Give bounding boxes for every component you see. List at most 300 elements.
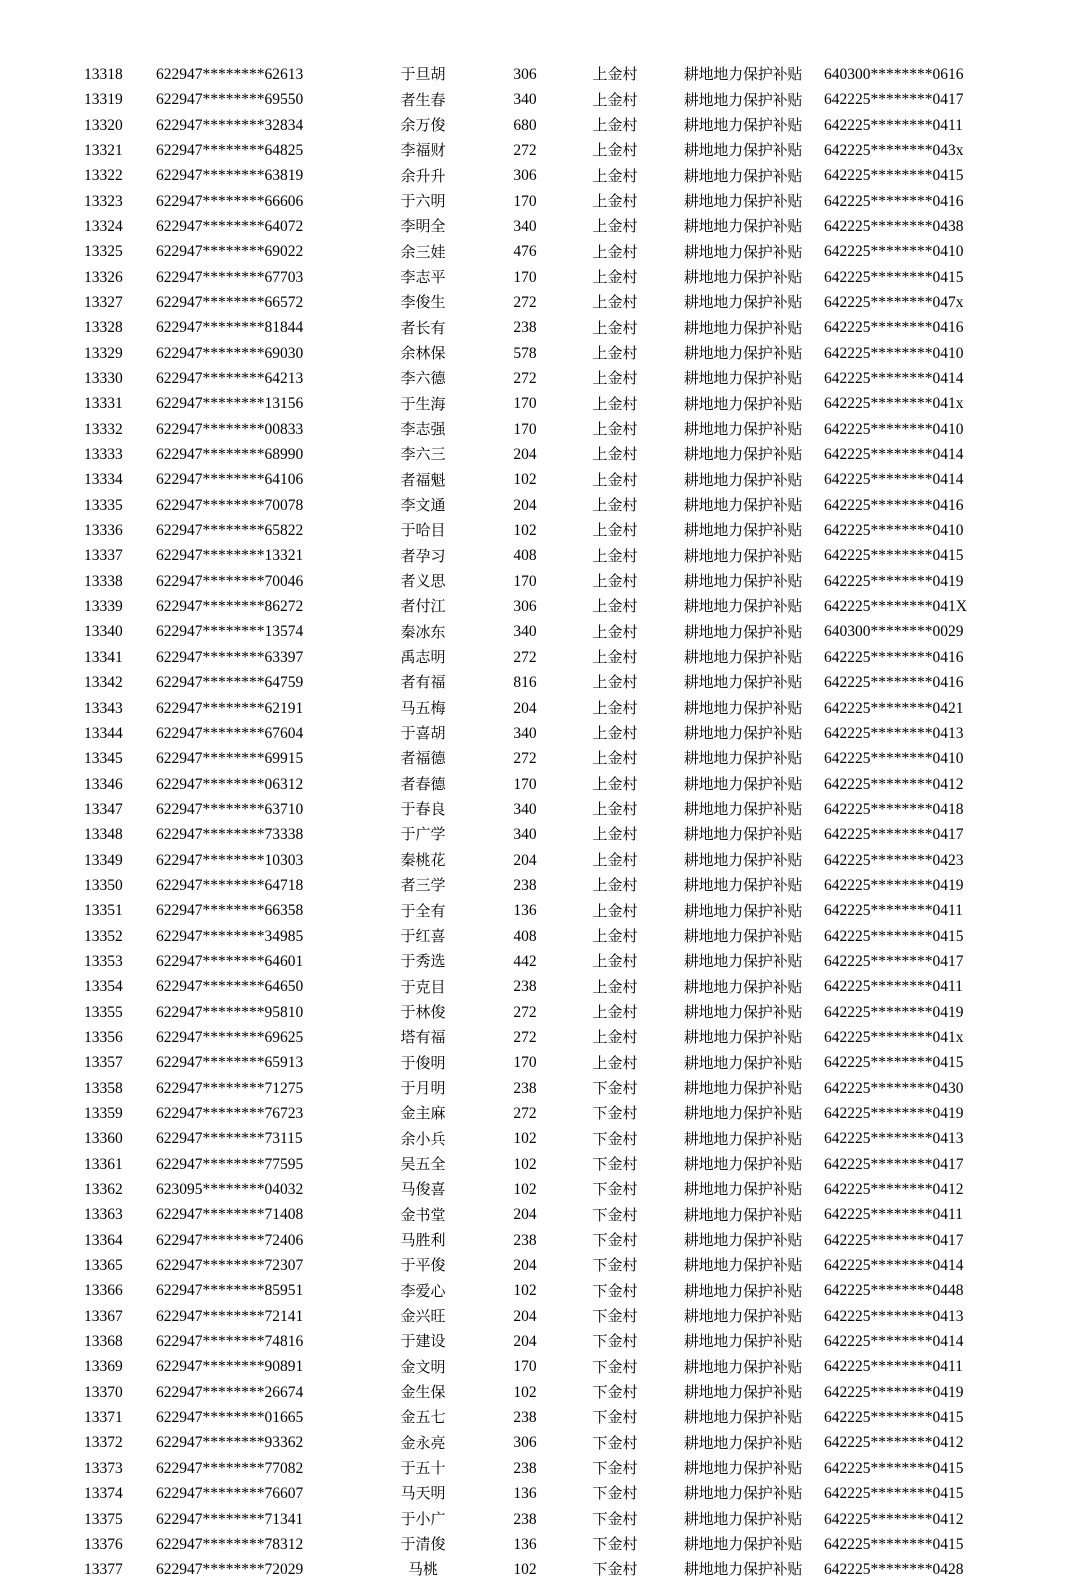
table-row xyxy=(84,1405,1004,1430)
cell-village: 下金村 xyxy=(592,1433,638,1452)
cell-id-number: 622947********13321 xyxy=(156,547,304,565)
cell-name: 李文通 xyxy=(400,496,446,515)
cell-subsidy-type: 耕地地力保护补贴 xyxy=(683,445,803,464)
table-row xyxy=(84,1228,1004,1253)
cell-village: 上金村 xyxy=(592,267,638,286)
table-row xyxy=(84,1000,1004,1025)
cell-name: 于俊明 xyxy=(400,1053,446,1072)
cell-sequence: 13323 xyxy=(84,192,123,210)
table-row xyxy=(84,341,1004,366)
cell-village: 上金村 xyxy=(592,318,638,337)
cell-id-number: 622947********74816 xyxy=(156,1333,304,1351)
cell-sequence: 13356 xyxy=(84,1028,123,1046)
cell-bank-card: 642225********0414 xyxy=(824,370,964,388)
cell-id-number: 622947********64759 xyxy=(156,674,304,692)
cell-village: 上金村 xyxy=(592,901,638,920)
cell-village: 上金村 xyxy=(592,394,638,413)
cell-subsidy-type: 耕地地力保护补贴 xyxy=(683,115,803,134)
cell-bank-card: 642225********0414 xyxy=(824,471,964,489)
cell-bank-card: 642225********043x xyxy=(824,141,964,159)
cell-bank-card: 642225********0410 xyxy=(824,522,964,540)
cell-id-number: 622947********65822 xyxy=(156,522,304,540)
cell-name: 者三学 xyxy=(400,876,446,895)
cell-name: 李志平 xyxy=(400,267,446,286)
cell-subsidy-type: 耕地地力保护补贴 xyxy=(683,724,803,743)
cell-name: 于红喜 xyxy=(400,926,446,945)
table-row xyxy=(84,620,1004,645)
table-row xyxy=(84,1025,1004,1050)
cell-name: 金永亮 xyxy=(400,1433,446,1452)
cell-bank-card: 642225********0411 xyxy=(824,116,963,134)
cell-amount: 102 xyxy=(513,522,537,540)
cell-bank-card: 642225********0416 xyxy=(824,496,964,514)
cell-bank-card: 642225********0415 xyxy=(824,1459,964,1477)
cell-sequence: 13355 xyxy=(84,1003,123,1021)
cell-name: 马五梅 xyxy=(400,698,446,717)
cell-id-number: 622947********72029 xyxy=(156,1561,304,1579)
cell-name: 者义思 xyxy=(400,572,446,591)
cell-amount: 408 xyxy=(513,927,537,945)
table-row xyxy=(84,1253,1004,1278)
table-row xyxy=(84,1101,1004,1126)
cell-sequence: 13369 xyxy=(84,1358,123,1376)
cell-subsidy-type: 耕地地力保护补贴 xyxy=(683,90,803,109)
cell-name: 者福魁 xyxy=(400,470,446,489)
table-row xyxy=(84,721,1004,746)
cell-name: 于月明 xyxy=(400,1078,446,1097)
cell-subsidy-type: 耕地地力保护补贴 xyxy=(683,1205,803,1224)
table-row xyxy=(84,518,1004,543)
cell-amount: 306 xyxy=(513,167,537,185)
table-row xyxy=(84,1126,1004,1151)
cell-amount: 340 xyxy=(513,217,537,235)
cell-subsidy-type: 耕地地力保护补贴 xyxy=(683,521,803,540)
cell-bank-card: 642225********0415 xyxy=(824,1485,964,1503)
cell-amount: 102 xyxy=(513,1282,537,1300)
table-row xyxy=(84,670,1004,695)
cell-amount: 340 xyxy=(513,91,537,109)
table-body xyxy=(84,62,1004,1583)
cell-amount: 102 xyxy=(513,471,537,489)
cell-name: 于克目 xyxy=(400,977,446,996)
cell-id-number: 622947********13574 xyxy=(156,623,304,641)
cell-id-number: 622947********76607 xyxy=(156,1485,304,1503)
cell-amount: 170 xyxy=(513,420,537,438)
cell-bank-card: 642225********0412 xyxy=(824,1510,964,1528)
cell-id-number: 622947********72141 xyxy=(156,1307,304,1325)
table-row xyxy=(84,1355,1004,1380)
cell-village: 下金村 xyxy=(592,1332,638,1351)
cell-name: 马胜利 xyxy=(400,1230,446,1249)
cell-id-number: 622947********66606 xyxy=(156,192,304,210)
cell-id-number: 623095********04032 xyxy=(156,1181,304,1199)
cell-amount: 102 xyxy=(513,1383,537,1401)
cell-village: 上金村 xyxy=(592,1002,638,1021)
cell-village: 上金村 xyxy=(592,166,638,185)
cell-subsidy-type: 耕地地力保护补贴 xyxy=(683,572,803,591)
cell-subsidy-type: 耕地地力保护补贴 xyxy=(683,293,803,312)
cell-village: 上金村 xyxy=(592,952,638,971)
cell-sequence: 13346 xyxy=(84,775,123,793)
table-row xyxy=(84,1329,1004,1354)
cell-amount: 238 xyxy=(513,319,537,337)
cell-subsidy-type: 耕地地力保护补贴 xyxy=(683,698,803,717)
cell-sequence: 13319 xyxy=(84,91,123,109)
cell-subsidy-type: 耕地地力保护补贴 xyxy=(683,1256,803,1275)
cell-sequence: 13350 xyxy=(84,876,123,894)
cell-name: 金书堂 xyxy=(400,1205,446,1224)
cell-sequence: 13338 xyxy=(84,572,123,590)
cell-village: 下金村 xyxy=(592,1104,638,1123)
cell-subsidy-type: 耕地地力保护补贴 xyxy=(683,622,803,641)
cell-subsidy-type: 耕地地力保护补贴 xyxy=(683,267,803,286)
cell-name: 金五七 xyxy=(400,1408,446,1427)
cell-subsidy-type: 耕地地力保护补贴 xyxy=(683,850,803,869)
table-row xyxy=(84,746,1004,771)
cell-subsidy-type: 耕地地力保护补贴 xyxy=(683,470,803,489)
cell-bank-card: 642225********0448 xyxy=(824,1282,964,1300)
cell-subsidy-type: 耕地地力保护补贴 xyxy=(683,1560,803,1579)
cell-bank-card: 642225********0419 xyxy=(824,572,964,590)
cell-id-number: 622947********71341 xyxy=(156,1510,304,1528)
cell-name: 者孕习 xyxy=(400,546,446,565)
cell-id-number: 622947********32834 xyxy=(156,116,304,134)
cell-amount: 340 xyxy=(513,623,537,641)
cell-sequence: 13337 xyxy=(84,547,123,565)
cell-sequence: 13353 xyxy=(84,952,123,970)
cell-village: 下金村 xyxy=(592,1484,638,1503)
cell-amount: 578 xyxy=(513,344,537,362)
cell-sequence: 13321 xyxy=(84,141,123,159)
cell-sequence: 13361 xyxy=(84,1155,123,1173)
table-row xyxy=(84,1431,1004,1456)
cell-bank-card: 642225********0413 xyxy=(824,724,964,742)
cell-sequence: 13373 xyxy=(84,1459,123,1477)
cell-name: 者有福 xyxy=(400,673,446,692)
cell-bank-card: 642225********0411 xyxy=(824,1358,963,1376)
cell-sequence: 13334 xyxy=(84,471,123,489)
cell-bank-card: 642225********0416 xyxy=(824,319,964,337)
cell-village: 下金村 xyxy=(592,1180,638,1199)
cell-village: 下金村 xyxy=(592,1535,638,1554)
cell-amount: 238 xyxy=(513,1409,537,1427)
cell-bank-card: 642225********0416 xyxy=(824,648,964,666)
cell-subsidy-type: 耕地地力保护补贴 xyxy=(683,419,803,438)
cell-subsidy-type: 耕地地力保护补贴 xyxy=(683,546,803,565)
cell-bank-card: 642225********0414 xyxy=(824,1333,964,1351)
table-row xyxy=(84,1456,1004,1481)
cell-name: 秦冰东 xyxy=(400,622,446,641)
table-row xyxy=(84,1076,1004,1101)
table-row xyxy=(84,544,1004,569)
cell-name: 马桃 xyxy=(407,1560,438,1579)
cell-village: 上金村 xyxy=(592,774,638,793)
cell-sequence: 13345 xyxy=(84,750,123,768)
cell-bank-card: 642225********0410 xyxy=(824,344,964,362)
cell-subsidy-type: 耕地地力保护补贴 xyxy=(683,1459,803,1478)
cell-sequence: 13357 xyxy=(84,1054,123,1072)
cell-id-number: 622947********63397 xyxy=(156,648,304,666)
cell-name: 金文明 xyxy=(400,1357,446,1376)
cell-id-number: 622947********64601 xyxy=(156,952,304,970)
cell-village: 上金村 xyxy=(592,191,638,210)
cell-bank-card: 642225********0423 xyxy=(824,851,964,869)
cell-name: 金兴旺 xyxy=(400,1307,446,1326)
cell-name: 李俊生 xyxy=(400,293,446,312)
cell-amount: 238 xyxy=(513,1231,537,1249)
cell-id-number: 622947********69625 xyxy=(156,1028,304,1046)
cell-subsidy-type: 耕地地力保护补贴 xyxy=(683,673,803,692)
cell-name: 李六三 xyxy=(400,445,446,464)
table-row xyxy=(84,163,1004,188)
cell-id-number: 622947********76723 xyxy=(156,1105,304,1123)
cell-village: 上金村 xyxy=(592,217,638,236)
table-row xyxy=(84,239,1004,264)
cell-sequence: 13330 xyxy=(84,370,123,388)
table-row xyxy=(84,696,1004,721)
cell-sequence: 13344 xyxy=(84,724,123,742)
cell-village: 上金村 xyxy=(592,572,638,591)
cell-subsidy-type: 耕地地力保护补贴 xyxy=(683,774,803,793)
table-row xyxy=(84,315,1004,340)
cell-village: 下金村 xyxy=(592,1357,638,1376)
cell-id-number: 622947********86272 xyxy=(156,598,304,616)
cell-bank-card: 642225********041x xyxy=(824,395,964,413)
cell-bank-card: 642225********0414 xyxy=(824,446,964,464)
cell-amount: 238 xyxy=(513,1459,537,1477)
cell-amount: 238 xyxy=(513,978,537,996)
cell-bank-card: 642225********0428 xyxy=(824,1561,964,1579)
cell-amount: 272 xyxy=(513,370,537,388)
cell-village: 上金村 xyxy=(592,90,638,109)
cell-sequence: 13331 xyxy=(84,395,123,413)
cell-id-number: 622947********73115 xyxy=(156,1130,303,1148)
cell-village: 下金村 xyxy=(592,1078,638,1097)
cell-id-number: 622947********06312 xyxy=(156,775,304,793)
cell-village: 下金村 xyxy=(592,1256,638,1275)
cell-sequence: 13349 xyxy=(84,851,123,869)
table-row xyxy=(84,1481,1004,1506)
cell-amount: 170 xyxy=(513,1054,537,1072)
cell-village: 上金村 xyxy=(592,673,638,692)
cell-amount: 306 xyxy=(513,65,537,83)
table-row xyxy=(84,594,1004,619)
cell-subsidy-type: 耕地地力保护补贴 xyxy=(683,1053,803,1072)
cell-bank-card: 642225********0411 xyxy=(824,902,963,920)
cell-id-number: 622947********13156 xyxy=(156,395,304,413)
cell-id-number: 622947********78312 xyxy=(156,1535,304,1553)
cell-sequence: 13352 xyxy=(84,927,123,945)
cell-amount: 816 xyxy=(513,674,537,692)
cell-village: 下金村 xyxy=(592,1281,638,1300)
cell-amount: 238 xyxy=(513,876,537,894)
cell-bank-card: 642225********0412 xyxy=(824,775,964,793)
table-row xyxy=(84,772,1004,797)
cell-village: 下金村 xyxy=(592,1408,638,1427)
cell-amount: 170 xyxy=(513,775,537,793)
cell-amount: 204 xyxy=(513,699,537,717)
cell-subsidy-type: 耕地地力保护补贴 xyxy=(683,749,803,768)
cell-id-number: 622947********81844 xyxy=(156,319,304,337)
cell-village: 上金村 xyxy=(592,470,638,489)
cell-bank-card: 642225********041X xyxy=(824,598,967,616)
cell-id-number: 622947********62613 xyxy=(156,65,304,83)
cell-sequence: 13340 xyxy=(84,623,123,641)
cell-village: 上金村 xyxy=(592,622,638,641)
cell-name: 于清俊 xyxy=(400,1535,446,1554)
cell-name: 于平俊 xyxy=(400,1256,446,1275)
cell-amount: 204 xyxy=(513,851,537,869)
cell-sequence: 13324 xyxy=(84,217,123,235)
cell-amount: 136 xyxy=(513,1535,537,1553)
cell-village: 下金村 xyxy=(592,1459,638,1478)
cell-subsidy-type: 耕地地力保护补贴 xyxy=(683,901,803,920)
cell-bank-card: 642225********0411 xyxy=(824,978,963,996)
cell-id-number: 622947********65913 xyxy=(156,1054,304,1072)
cell-bank-card: 642225********0415 xyxy=(824,547,964,565)
table-row xyxy=(84,848,1004,873)
cell-sequence: 13364 xyxy=(84,1231,123,1249)
cell-bank-card: 642225********0417 xyxy=(824,1231,964,1249)
cell-bank-card: 642225********0416 xyxy=(824,192,964,210)
cell-sequence: 13335 xyxy=(84,496,123,514)
cell-village: 上金村 xyxy=(592,876,638,895)
cell-subsidy-type: 耕地地力保护补贴 xyxy=(683,800,803,819)
cell-sequence: 13363 xyxy=(84,1206,123,1224)
cell-id-number: 622947********69550 xyxy=(156,91,304,109)
table-row xyxy=(84,113,1004,138)
cell-subsidy-type: 耕地地力保护补贴 xyxy=(683,394,803,413)
cell-subsidy-type: 耕地地力保护补贴 xyxy=(683,1535,803,1554)
cell-sequence: 13375 xyxy=(84,1510,123,1528)
cell-sequence: 13328 xyxy=(84,319,123,337)
cell-village: 上金村 xyxy=(592,141,638,160)
cell-subsidy-type: 耕地地力保护补贴 xyxy=(683,648,803,667)
cell-village: 上金村 xyxy=(592,926,638,945)
cell-village: 上金村 xyxy=(592,521,638,540)
cell-bank-card: 642225********0419 xyxy=(824,876,964,894)
cell-id-number: 622947********63819 xyxy=(156,167,304,185)
cell-name: 李爱心 xyxy=(400,1281,446,1300)
cell-sequence: 13365 xyxy=(84,1257,123,1275)
cell-village: 上金村 xyxy=(592,724,638,743)
table-row xyxy=(84,1050,1004,1075)
cell-subsidy-type: 耕地地力保护补贴 xyxy=(683,217,803,236)
cell-sequence: 13377 xyxy=(84,1561,123,1579)
cell-id-number: 622947********70078 xyxy=(156,496,304,514)
cell-amount: 476 xyxy=(513,243,537,261)
cell-bank-card: 642225********0417 xyxy=(824,1155,964,1173)
cell-amount: 272 xyxy=(513,294,537,312)
cell-name: 金主麻 xyxy=(400,1104,446,1123)
cell-id-number: 622947********63710 xyxy=(156,800,304,818)
cell-bank-card: 642225********0419 xyxy=(824,1105,964,1123)
cell-name: 于秀选 xyxy=(400,952,446,971)
cell-subsidy-type: 耕地地力保护补贴 xyxy=(683,1154,803,1173)
cell-name: 马天明 xyxy=(400,1484,446,1503)
table-row xyxy=(84,569,1004,594)
cell-subsidy-type: 耕地地力保护补贴 xyxy=(683,191,803,210)
cell-sequence: 13343 xyxy=(84,699,123,717)
cell-subsidy-type: 耕地地力保护补贴 xyxy=(683,1078,803,1097)
table-row xyxy=(84,797,1004,822)
cell-id-number: 622947********95810 xyxy=(156,1003,304,1021)
cell-name: 吴五全 xyxy=(400,1154,446,1173)
cell-bank-card: 642225********0413 xyxy=(824,1307,964,1325)
cell-name: 于哈目 xyxy=(400,521,446,540)
cell-amount: 680 xyxy=(513,116,537,134)
cell-sequence: 13341 xyxy=(84,648,123,666)
table-row xyxy=(84,1202,1004,1227)
cell-village: 下金村 xyxy=(592,1205,638,1224)
cell-name: 于广学 xyxy=(400,825,446,844)
cell-amount: 136 xyxy=(513,902,537,920)
cell-village: 上金村 xyxy=(592,800,638,819)
cell-name: 余三娃 xyxy=(400,242,446,261)
cell-bank-card: 642225********0413 xyxy=(824,1130,964,1148)
cell-subsidy-type: 耕地地力保护补贴 xyxy=(683,1230,803,1249)
cell-name: 者春德 xyxy=(400,774,446,793)
cell-sequence: 13354 xyxy=(84,978,123,996)
cell-id-number: 622947********72307 xyxy=(156,1257,304,1275)
cell-id-number: 622947********64718 xyxy=(156,876,304,894)
cell-name: 于旦胡 xyxy=(400,65,446,84)
cell-name: 于春良 xyxy=(400,800,446,819)
cell-sequence: 13332 xyxy=(84,420,123,438)
cell-village: 上金村 xyxy=(592,825,638,844)
cell-id-number: 622947********93362 xyxy=(156,1434,304,1452)
cell-bank-card: 642225********0419 xyxy=(824,1383,964,1401)
cell-village: 上金村 xyxy=(592,369,638,388)
cell-amount: 136 xyxy=(513,1485,537,1503)
cell-id-number: 622947********10303 xyxy=(156,851,304,869)
cell-id-number: 622947********68990 xyxy=(156,446,304,464)
cell-amount: 170 xyxy=(513,1358,537,1376)
cell-village: 下金村 xyxy=(592,1129,638,1148)
cell-id-number: 622947********77082 xyxy=(156,1459,304,1477)
cell-amount: 272 xyxy=(513,1105,537,1123)
cell-id-number: 622947********01665 xyxy=(156,1409,304,1427)
cell-sequence: 13333 xyxy=(84,446,123,464)
cell-bank-card: 642225********0421 xyxy=(824,699,964,717)
cell-bank-card: 642225********0415 xyxy=(824,268,964,286)
cell-village: 上金村 xyxy=(592,343,638,362)
cell-sequence: 13367 xyxy=(84,1307,123,1325)
subsidy-table xyxy=(84,62,1004,1583)
cell-sequence: 13339 xyxy=(84,598,123,616)
cell-amount: 102 xyxy=(513,1130,537,1148)
cell-name: 者福德 xyxy=(400,749,446,768)
cell-subsidy-type: 耕地地力保护补贴 xyxy=(683,1180,803,1199)
cell-amount: 170 xyxy=(513,192,537,210)
cell-subsidy-type: 耕地地力保护补贴 xyxy=(683,343,803,362)
cell-village: 上金村 xyxy=(592,597,638,616)
table-row xyxy=(84,645,1004,670)
cell-name: 于五十 xyxy=(400,1459,446,1478)
cell-sequence: 13320 xyxy=(84,116,123,134)
cell-subsidy-type: 耕地地力保护补贴 xyxy=(683,242,803,261)
cell-village: 上金村 xyxy=(592,419,638,438)
cell-sequence: 13329 xyxy=(84,344,123,362)
cell-subsidy-type: 耕地地力保护补贴 xyxy=(683,1129,803,1148)
cell-village: 下金村 xyxy=(592,1560,638,1579)
cell-name: 李明全 xyxy=(400,217,446,236)
cell-subsidy-type: 耕地地力保护补贴 xyxy=(683,318,803,337)
cell-bank-card: 642225********0438 xyxy=(824,217,964,235)
cell-amount: 272 xyxy=(513,648,537,666)
cell-bank-card: 642225********0417 xyxy=(824,826,964,844)
cell-amount: 408 xyxy=(513,547,537,565)
